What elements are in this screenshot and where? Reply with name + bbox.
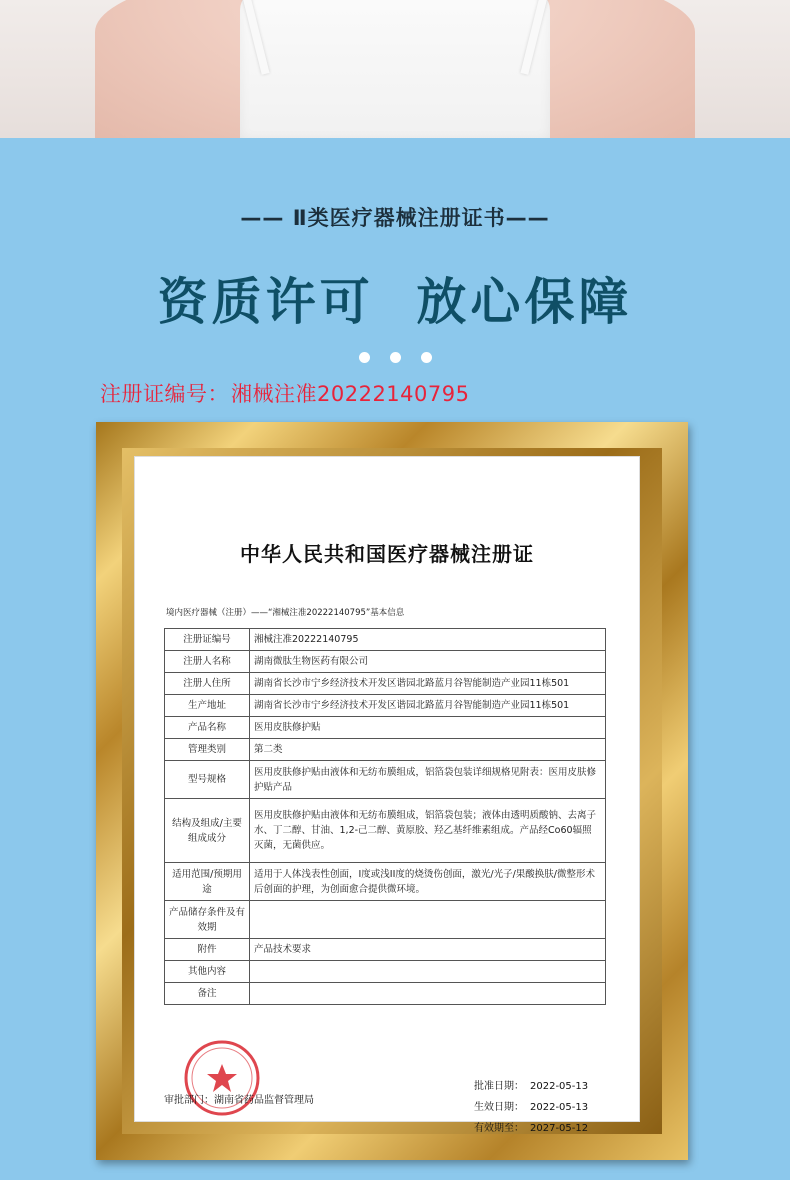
- model-tank-top: [240, 0, 550, 138]
- registration-number: 湘械注准20222140795: [231, 382, 470, 406]
- table-row: [165, 629, 606, 651]
- row-label: 其他内容: [165, 961, 250, 983]
- row-label: 附件: [165, 939, 250, 961]
- row-label: 产品储存条件及有效期: [165, 901, 250, 939]
- date-value: 2022-05-13: [530, 1081, 589, 1092]
- row-label: 结构及组成/主要组成成分: [165, 799, 250, 863]
- decorative-dots: [0, 348, 790, 367]
- table-row: [165, 717, 606, 739]
- row-label: 备注: [165, 983, 250, 1005]
- table-row: [165, 799, 606, 863]
- row-value: 湖南微肽生物医药有限公司: [250, 651, 606, 673]
- row-value: [250, 983, 606, 1005]
- row-label: 适用范围/预期用途: [165, 863, 250, 901]
- registration-label: 注册证编号：: [100, 382, 229, 406]
- table-row: [165, 739, 606, 761]
- row-value: 第二类: [250, 739, 606, 761]
- table-row: [165, 761, 606, 799]
- row-label: 注册证编号: [165, 629, 250, 651]
- row-label: 注册人住所: [165, 673, 250, 695]
- expiry-date-row: [474, 1118, 588, 1139]
- row-value: 湖南省长沙市宁乡经济技术开发区谐园北路蓝月谷智能制造产业园11栋501: [250, 673, 606, 695]
- row-label: 注册人名称: [165, 651, 250, 673]
- date-label: 批准日期：: [474, 1081, 524, 1092]
- dot-icon: [390, 352, 401, 363]
- table-row: [165, 961, 606, 983]
- certificate-info-table: [164, 628, 606, 1005]
- row-value: 湖南省长沙市宁乡经济技术开发区谐园北路蓝月谷智能制造产业园11栋501: [250, 695, 606, 717]
- certificate-frame: [96, 422, 688, 1160]
- section-subtitle: —— Ⅱ类医疗器械注册证书——: [240, 206, 550, 230]
- row-value: 医用皮肤修护贴由液体和无纺布膜组成，铝箔袋包装；液体由透明质酸钠、去离子水、丁二醇、甘油、1,2-己二醇、黄原胶、羟乙基纤维素组成。产品经Co60辐照灭菌，无菌供应。: [250, 799, 606, 863]
- table-row: [165, 673, 606, 695]
- row-value: 湘械注准20222140795: [250, 629, 606, 651]
- certificate-title: 中华人民共和国医疗器械注册证: [240, 542, 534, 566]
- row-value: 医用皮肤修护贴: [250, 717, 606, 739]
- date-label: 生效日期：: [474, 1102, 524, 1113]
- table-row: [165, 651, 606, 673]
- effective-date-row: [474, 1097, 588, 1118]
- row-value: 产品技术要求: [250, 939, 606, 961]
- row-value: [250, 901, 606, 939]
- table-row: [165, 939, 606, 961]
- official-seal-icon: [182, 1038, 262, 1118]
- date-value: 2022-05-13: [530, 1102, 589, 1113]
- dot-icon: [421, 352, 432, 363]
- row-label: 生产地址: [165, 695, 250, 717]
- approval-authority: 审批部门：湖南省药品监督管理局: [164, 1095, 314, 1106]
- registration-number-line: [100, 378, 469, 408]
- dot-icon: [359, 352, 370, 363]
- row-label: 型号规格: [165, 761, 250, 799]
- row-label: 管理类别: [165, 739, 250, 761]
- certificate-document: [134, 456, 640, 1134]
- product-model-photo: [0, 0, 790, 138]
- certificate-caption: 境内医疗器械（注册）——“湘械注准20222140795”基本信息: [166, 608, 405, 618]
- approval-date-row: [474, 1076, 588, 1097]
- row-value: 医用皮肤修护贴由液体和无纺布膜组成，铝箔袋包装详细规格见附表：医用皮肤修护贴产品: [250, 761, 606, 799]
- row-value: [250, 961, 606, 983]
- date-label: 有效期至：: [474, 1123, 524, 1134]
- table-row: [165, 901, 606, 939]
- row-value: 适用于人体浅表性创面，I度或浅II度的烧烫伤创面，激光/光子/果酸换肤/微整形术后创面的护理，为创面愈合提供微环境。: [250, 863, 606, 901]
- table-row: [165, 983, 606, 1005]
- row-label: 产品名称: [165, 717, 250, 739]
- section-headline: 资质许可 放心保障: [157, 273, 633, 331]
- table-row: [165, 695, 606, 717]
- certificate-dates: [474, 1076, 588, 1139]
- date-value: 2027-05-12: [530, 1123, 589, 1134]
- table-row: [165, 863, 606, 901]
